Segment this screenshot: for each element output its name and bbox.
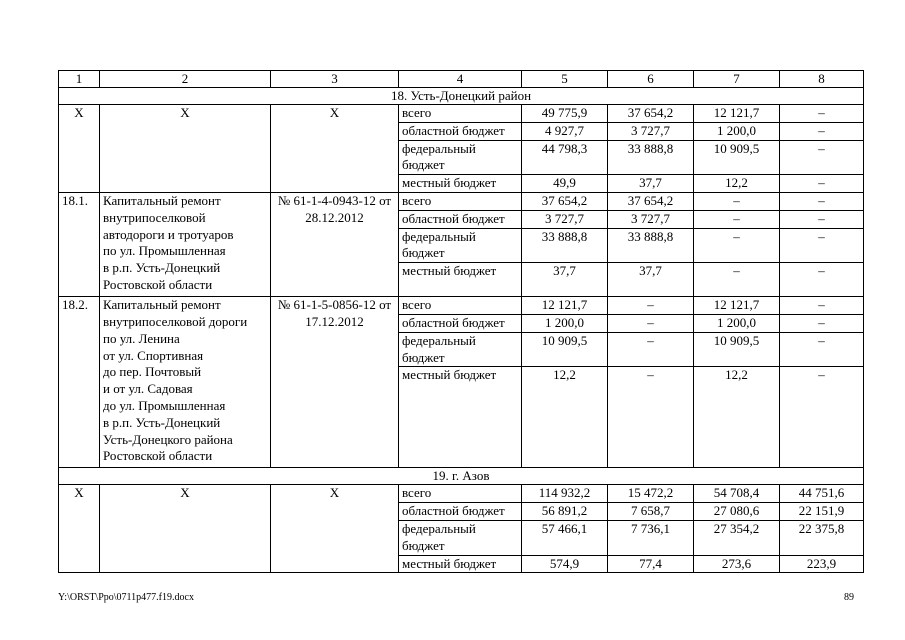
value-cell: –: [780, 210, 864, 228]
object-name-line: Капитальный ремонт: [103, 297, 221, 313]
budget-label: всего: [399, 297, 522, 315]
budget-label: областной бюджет: [399, 122, 522, 140]
value-cell: 37,7: [608, 175, 694, 193]
value-cell: 12 121,7: [694, 297, 780, 315]
budget-label: всего: [399, 105, 522, 123]
summary-marker: Х: [59, 105, 100, 193]
value-cell: –: [694, 228, 780, 263]
value-cell: 44 751,6: [780, 485, 864, 503]
value-cell: –: [780, 105, 864, 123]
value-cell: 7 658,7: [608, 503, 694, 521]
section-header-row: [59, 88, 864, 105]
summary-marker: Х: [271, 105, 399, 193]
value-cell: –: [780, 140, 864, 175]
object-name-line: по ул. Промышленная: [103, 243, 226, 259]
column-number: 7: [694, 71, 780, 88]
value-cell: 10 909,5: [694, 140, 780, 175]
table-row: [59, 105, 864, 123]
value-cell: 77,4: [608, 555, 694, 573]
section-header-row: [59, 468, 864, 485]
value-cell: 1 200,0: [522, 314, 608, 332]
value-cell: 12,2: [694, 175, 780, 193]
table-row: [59, 192, 864, 210]
value-cell: 12 121,7: [694, 105, 780, 123]
column-number: 4: [399, 71, 522, 88]
value-cell: 273,6: [694, 555, 780, 573]
value-cell: –: [608, 297, 694, 315]
object-name-line: автодороги и тротуаров: [103, 226, 234, 242]
file-path-footer: Y:\ORST\Ppo\0711p477.f19.docx: [58, 592, 194, 603]
column-number-row: [59, 71, 864, 88]
budget-label: областной бюджет: [399, 503, 522, 521]
value-cell: 7 736,1: [608, 520, 694, 555]
object-name-line: до ул. Промышленная: [103, 397, 226, 413]
object-name: [100, 297, 271, 468]
budget-label: федеральный бюджет: [399, 140, 522, 175]
value-cell: –: [780, 192, 864, 210]
object-name-line: в р.п. Усть-Донецкий: [103, 260, 221, 276]
value-cell: 574,9: [522, 555, 608, 573]
expertise-document: № 61-1-5-0856-12 от 17.12.2012: [271, 297, 399, 468]
value-cell: 57 466,1: [522, 520, 608, 555]
summary-marker: Х: [100, 485, 271, 573]
value-cell: 49,9: [522, 175, 608, 193]
column-number: 8: [780, 71, 864, 88]
object-name-line: от ул. Спортивная: [103, 347, 204, 363]
value-cell: 223,9: [780, 555, 864, 573]
value-cell: –: [780, 314, 864, 332]
value-cell: –: [780, 297, 864, 315]
value-cell: 15 472,2: [608, 485, 694, 503]
value-cell: 37,7: [608, 263, 694, 297]
value-cell: –: [780, 367, 864, 468]
budget-label: местный бюджет: [399, 555, 522, 573]
value-cell: 3 727,7: [608, 210, 694, 228]
value-cell: –: [608, 332, 694, 367]
value-cell: 56 891,2: [522, 503, 608, 521]
value-cell: 49 775,9: [522, 105, 608, 123]
item-number: 18.1.: [59, 192, 100, 296]
object-name-line: и от ул. Садовая: [103, 381, 193, 397]
table-row: [59, 297, 864, 315]
object-name-line: Капитальный ремонт: [103, 192, 221, 208]
value-cell: 27 354,2: [694, 520, 780, 555]
budget-label: областной бюджет: [399, 314, 522, 332]
value-cell: –: [608, 314, 694, 332]
value-cell: 37 654,2: [522, 192, 608, 210]
object-name-line: по ул. Ленина: [103, 330, 180, 346]
summary-marker: Х: [100, 105, 271, 193]
object-name-line: Ростовской области: [103, 448, 213, 464]
value-cell: 54 708,4: [694, 485, 780, 503]
budget-label: всего: [399, 192, 522, 210]
budget-label: федеральный бюджет: [399, 228, 522, 263]
value-cell: –: [780, 175, 864, 193]
value-cell: –: [780, 228, 864, 263]
column-number: 1: [59, 71, 100, 88]
column-number: 6: [608, 71, 694, 88]
budget-label: федеральный бюджет: [399, 332, 522, 367]
object-name-line: Ростовской области: [103, 276, 213, 292]
value-cell: 10 909,5: [694, 332, 780, 367]
value-cell: 33 888,8: [608, 228, 694, 263]
budget-label: местный бюджет: [399, 367, 522, 468]
value-cell: 3 727,7: [522, 210, 608, 228]
budget-label: местный бюджет: [399, 175, 522, 193]
item-number: 18.2.: [59, 297, 100, 468]
budget-label: местный бюджет: [399, 263, 522, 297]
value-cell: 33 888,8: [608, 140, 694, 175]
summary-marker: Х: [59, 485, 100, 573]
budget-table: [58, 70, 864, 573]
value-cell: –: [694, 192, 780, 210]
column-number: 3: [271, 71, 399, 88]
table-row: [59, 485, 864, 503]
value-cell: 37,7: [522, 263, 608, 297]
value-cell: 37 654,2: [608, 192, 694, 210]
value-cell: 44 798,3: [522, 140, 608, 175]
value-cell: 114 932,2: [522, 485, 608, 503]
budget-label: всего: [399, 485, 522, 503]
value-cell: 12 121,7: [522, 297, 608, 315]
column-number: 5: [522, 71, 608, 88]
value-cell: –: [780, 122, 864, 140]
page-number: 89: [844, 592, 854, 603]
expertise-document: № 61-1-4-0943-12 от 28.12.2012: [271, 192, 399, 296]
value-cell: 3 727,7: [608, 122, 694, 140]
value-cell: 22 151,9: [780, 503, 864, 521]
object-name: [100, 192, 271, 296]
object-name-line: в р.п. Усть-Донецкий: [103, 414, 221, 430]
value-cell: 12,2: [522, 367, 608, 468]
budget-label: федеральный бюджет: [399, 520, 522, 555]
value-cell: 27 080,6: [694, 503, 780, 521]
object-name-line: внутрипоселковой: [103, 209, 206, 225]
value-cell: 12,2: [694, 367, 780, 468]
value-cell: 1 200,0: [694, 314, 780, 332]
value-cell: –: [780, 332, 864, 367]
value-cell: –: [608, 367, 694, 468]
summary-marker: Х: [271, 485, 399, 573]
value-cell: 33 888,8: [522, 228, 608, 263]
value-cell: –: [780, 263, 864, 297]
object-name-line: внутрипоселковой дороги: [103, 313, 248, 329]
object-name-line: до пер. Почтовый: [103, 364, 202, 380]
object-name-line: Усть-Донецкого района: [103, 431, 233, 447]
column-number: 2: [100, 71, 271, 88]
value-cell: 37 654,2: [608, 105, 694, 123]
section-title: 18. Усть-Донецкий район: [59, 88, 864, 105]
value-cell: 22 375,8: [780, 520, 864, 555]
value-cell: 4 927,7: [522, 122, 608, 140]
value-cell: –: [694, 263, 780, 297]
value-cell: 10 909,5: [522, 332, 608, 367]
value-cell: –: [694, 210, 780, 228]
section-title: 19. г. Азов: [59, 468, 864, 485]
budget-label: областной бюджет: [399, 210, 522, 228]
value-cell: 1 200,0: [694, 122, 780, 140]
